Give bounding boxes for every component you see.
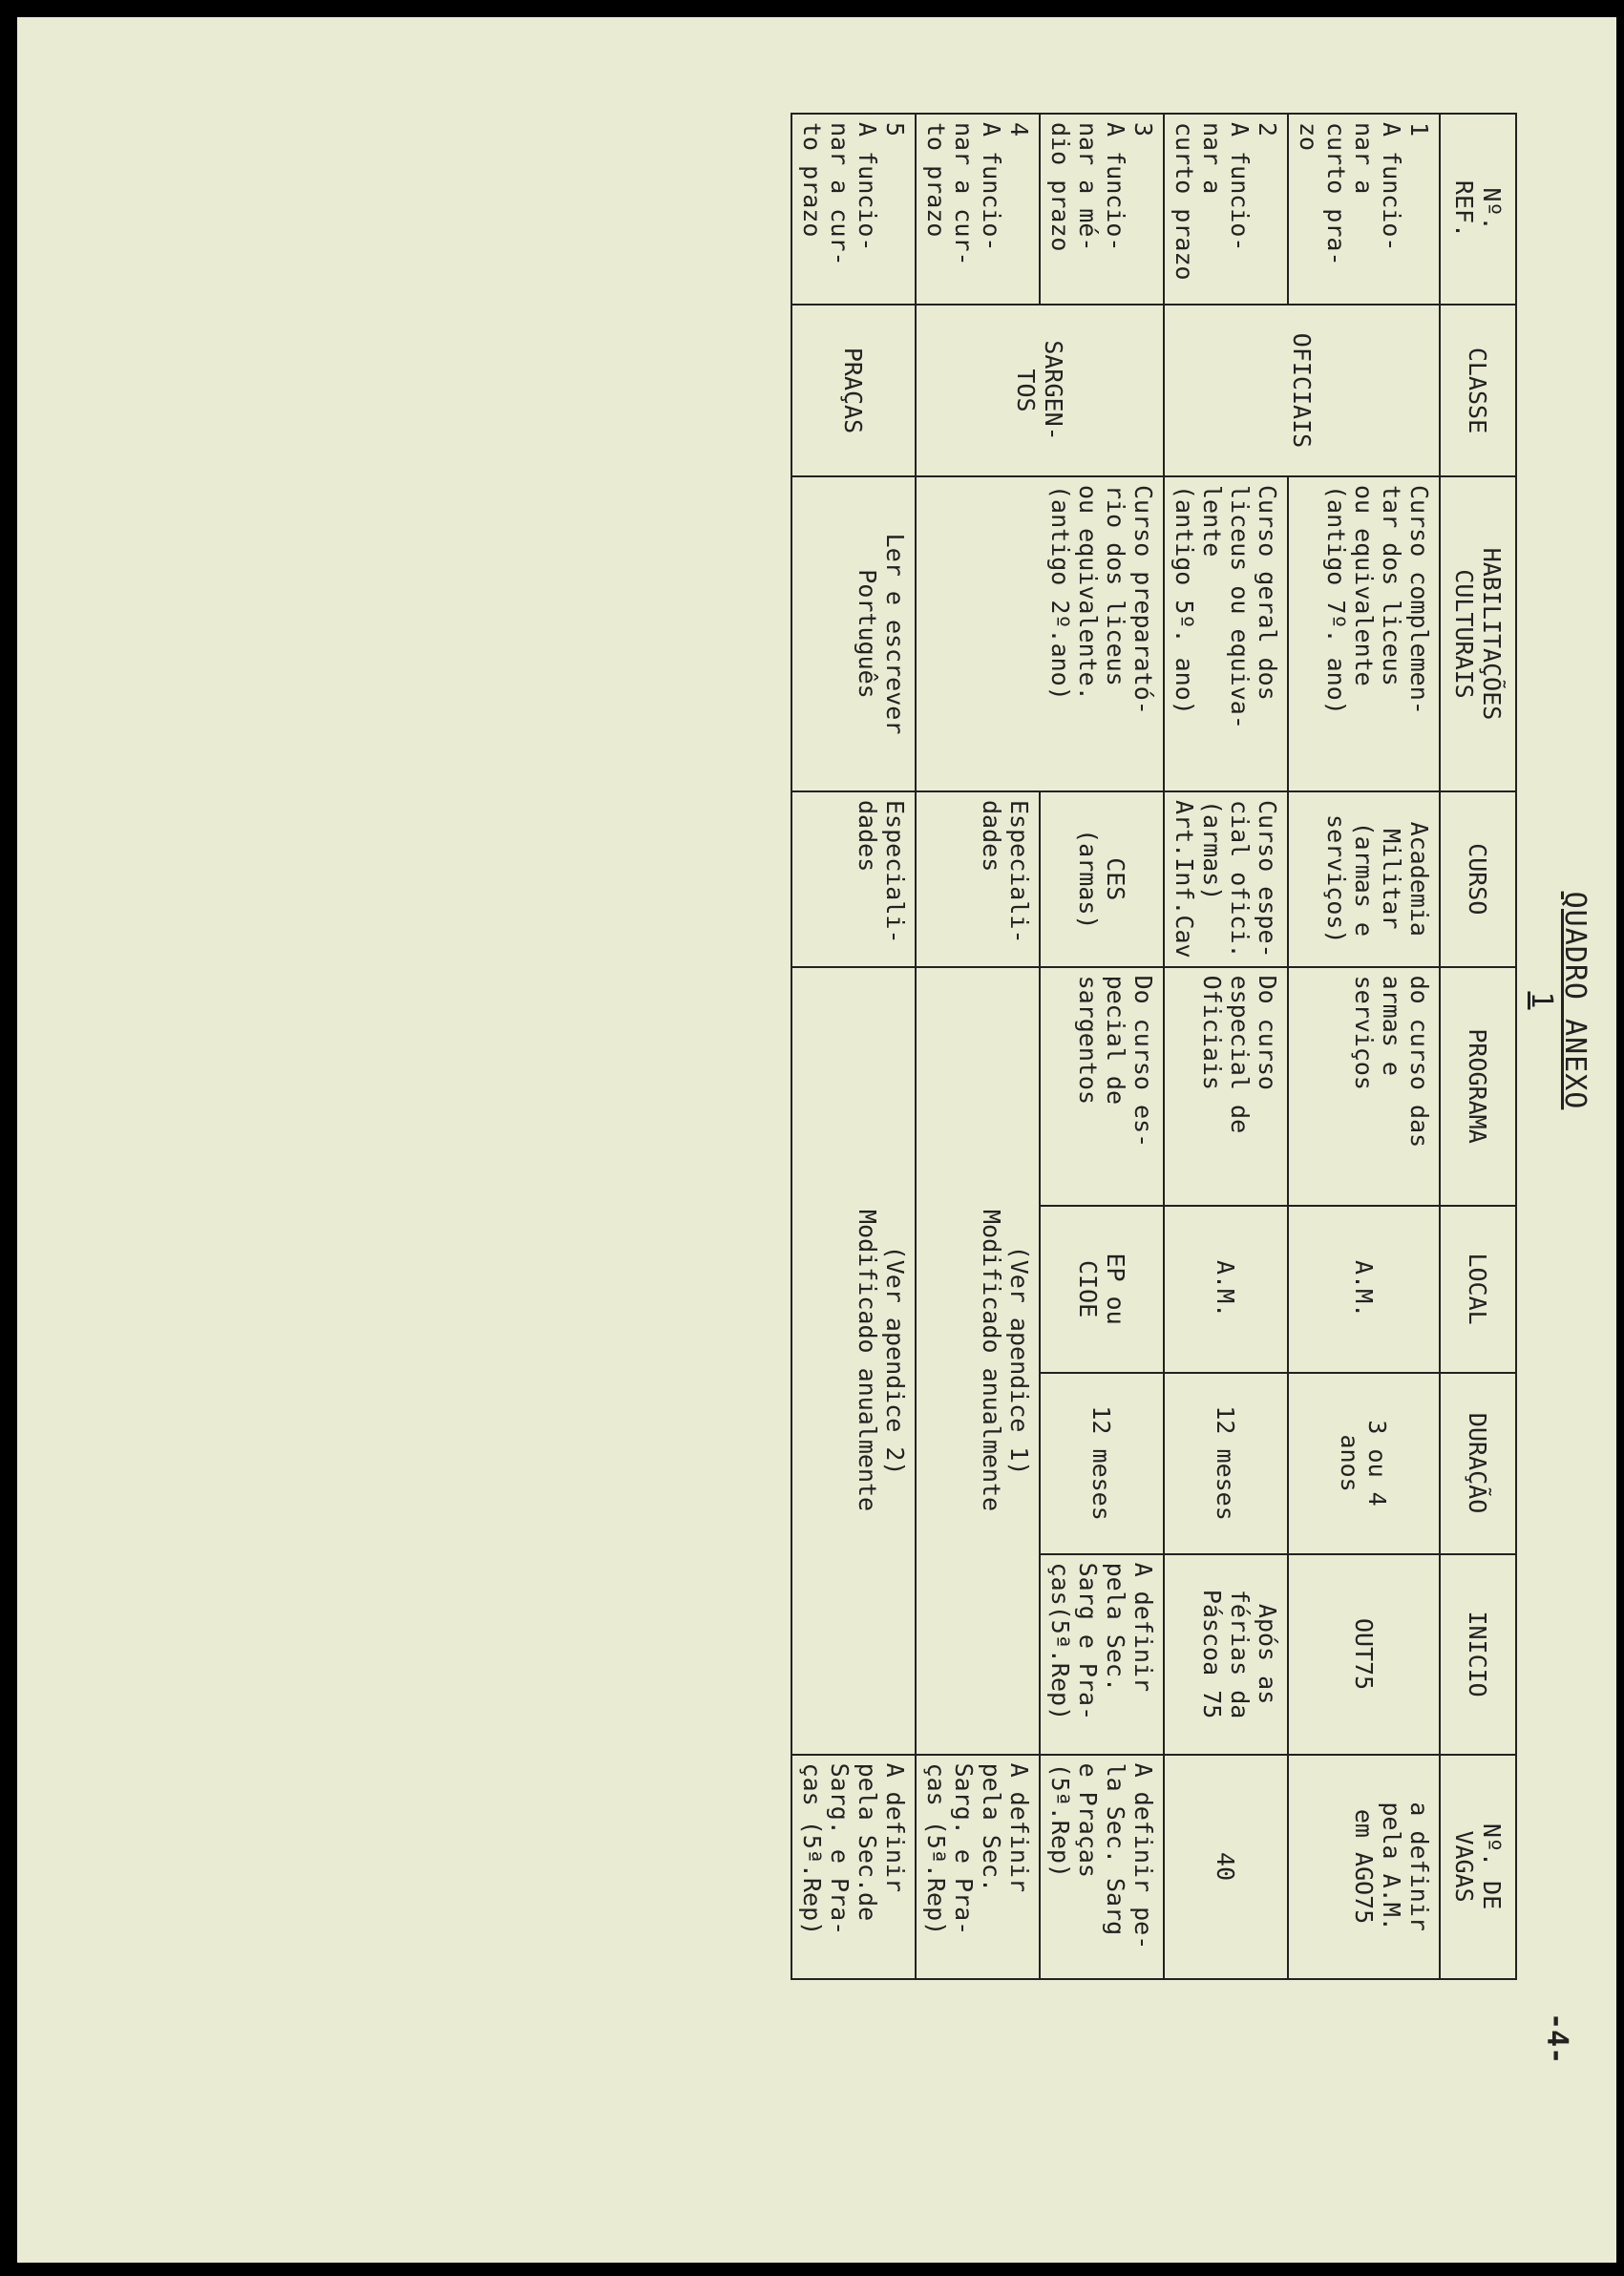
cell-programa: Do curso especial de Oficiais — [1164, 967, 1288, 1206]
cell-inicio: OUT75 — [1288, 1554, 1440, 1755]
cell-classe-sargentos: SARGEN- TOS — [916, 305, 1164, 476]
page-title: QUADRO ANEXO 1 — [1525, 891, 1592, 1110]
cell-ref: 3 A funcio- nar a mé- dio prazo — [1040, 114, 1164, 305]
cell-ref: 4 A funcio- nar a cur- to prazo — [916, 114, 1040, 305]
cell-vagas: 40 — [1164, 1755, 1288, 1979]
cell-curso: CES (armas) — [1040, 791, 1164, 967]
rotated-page — [17, 17, 1616, 2263]
cell-programa: do curso das armas e serviços — [1288, 967, 1440, 1206]
header-classe: CLASSE — [1440, 305, 1516, 476]
cell-inicio: Após as férias da Páscoa 75 — [1164, 1554, 1288, 1755]
cell-programa: Do curso es- pecial de sargentos — [1040, 967, 1164, 1206]
cell-habilitacoes: Curso geral dos liceus ou equiva- lente (antigo 5º. ano) — [1164, 476, 1288, 791]
cell-ref: 2 A funcio- nar a curto prazo — [1164, 114, 1288, 305]
header-inicio: INICIO — [1440, 1554, 1516, 1755]
header-local: LOCAL — [1440, 1206, 1516, 1373]
cell-habilitacoes: Ler e escrever Português — [791, 476, 916, 791]
cell-curso: Especiali- dades — [916, 791, 1040, 967]
header-ref: Nº. REF. — [1440, 114, 1516, 305]
header-curso: CURSO — [1440, 791, 1516, 967]
cell-habilitacoes: Curso complemen- tar dos liceus ou equivalente (antigo 7º. ano) — [1288, 476, 1440, 791]
cell-vagas: a definir pela A.M. em AGO75 — [1288, 1755, 1440, 1979]
header-row — [1440, 114, 1516, 1979]
course-table — [791, 113, 1517, 1980]
cell-duracao: 12 meses — [1040, 1373, 1164, 1554]
cell-inicio: A definir pela Sec. Sarg e Pra- ças(5ª.Rep) — [1040, 1554, 1164, 1755]
cell-ref: 1 A funcio- nar a curto pra- zo — [1288, 114, 1440, 305]
header-programa: PROGRAMA — [1440, 967, 1516, 1206]
cell-curso: Curso espe- cial ofici. (armas) Art.Inf.Cav — [1164, 791, 1288, 967]
header-vagas: Nº. DE VAGAS — [1440, 1755, 1516, 1979]
cell-duracao: 12 meses — [1164, 1373, 1288, 1554]
header-habilitacoes: HABILITAÇÕES CULTURAIS — [1440, 476, 1516, 791]
cell-programa-apendice-2: (Ver apendice 2) Modificado anualmente — [791, 967, 916, 1755]
header-duracao: DURAÇÃO — [1440, 1373, 1516, 1554]
cell-vagas: A definir pela Sec.de Sarg. e Pra- ças (5ª.Rep) — [791, 1755, 916, 1979]
cell-habilitacoes: Curso preparató- rio dos liceus ou equivalente. (antigo 2º.ano) — [916, 476, 1164, 791]
cell-curso: Especiali- dades — [791, 791, 916, 967]
table-row — [1040, 114, 1164, 1979]
paper-sheet — [17, 17, 1616, 2263]
cell-local: A.M. — [1164, 1206, 1288, 1373]
cell-vagas: A definir pela Sec. Sarg. e Pra- ças (5ª.Rep) — [916, 1755, 1040, 1979]
table-row — [791, 114, 916, 1979]
cell-vagas: A definir pe- la Sec. Sarg e Praças (5ª.Rep) — [1040, 1755, 1164, 1979]
cell-local: EP ou CIOE — [1040, 1206, 1164, 1373]
cell-classe-pracas: PRAÇAS — [791, 305, 916, 476]
table-row — [1288, 114, 1440, 1979]
cell-classe-oficiais: OFICIAIS — [1164, 305, 1440, 476]
page-number: -4- — [1540, 2013, 1573, 2065]
cell-ref: 5 A funcio- nar a cur- to prazo — [791, 114, 916, 305]
cell-local: A.M. — [1288, 1206, 1440, 1373]
cell-curso: Academia Militar (armas e serviços) — [1288, 791, 1440, 967]
cell-programa-apendice-1: (Ver apendice 1) Modificado anualmente — [916, 967, 1040, 1755]
cell-duracao: 3 ou 4 anos — [1288, 1373, 1440, 1554]
